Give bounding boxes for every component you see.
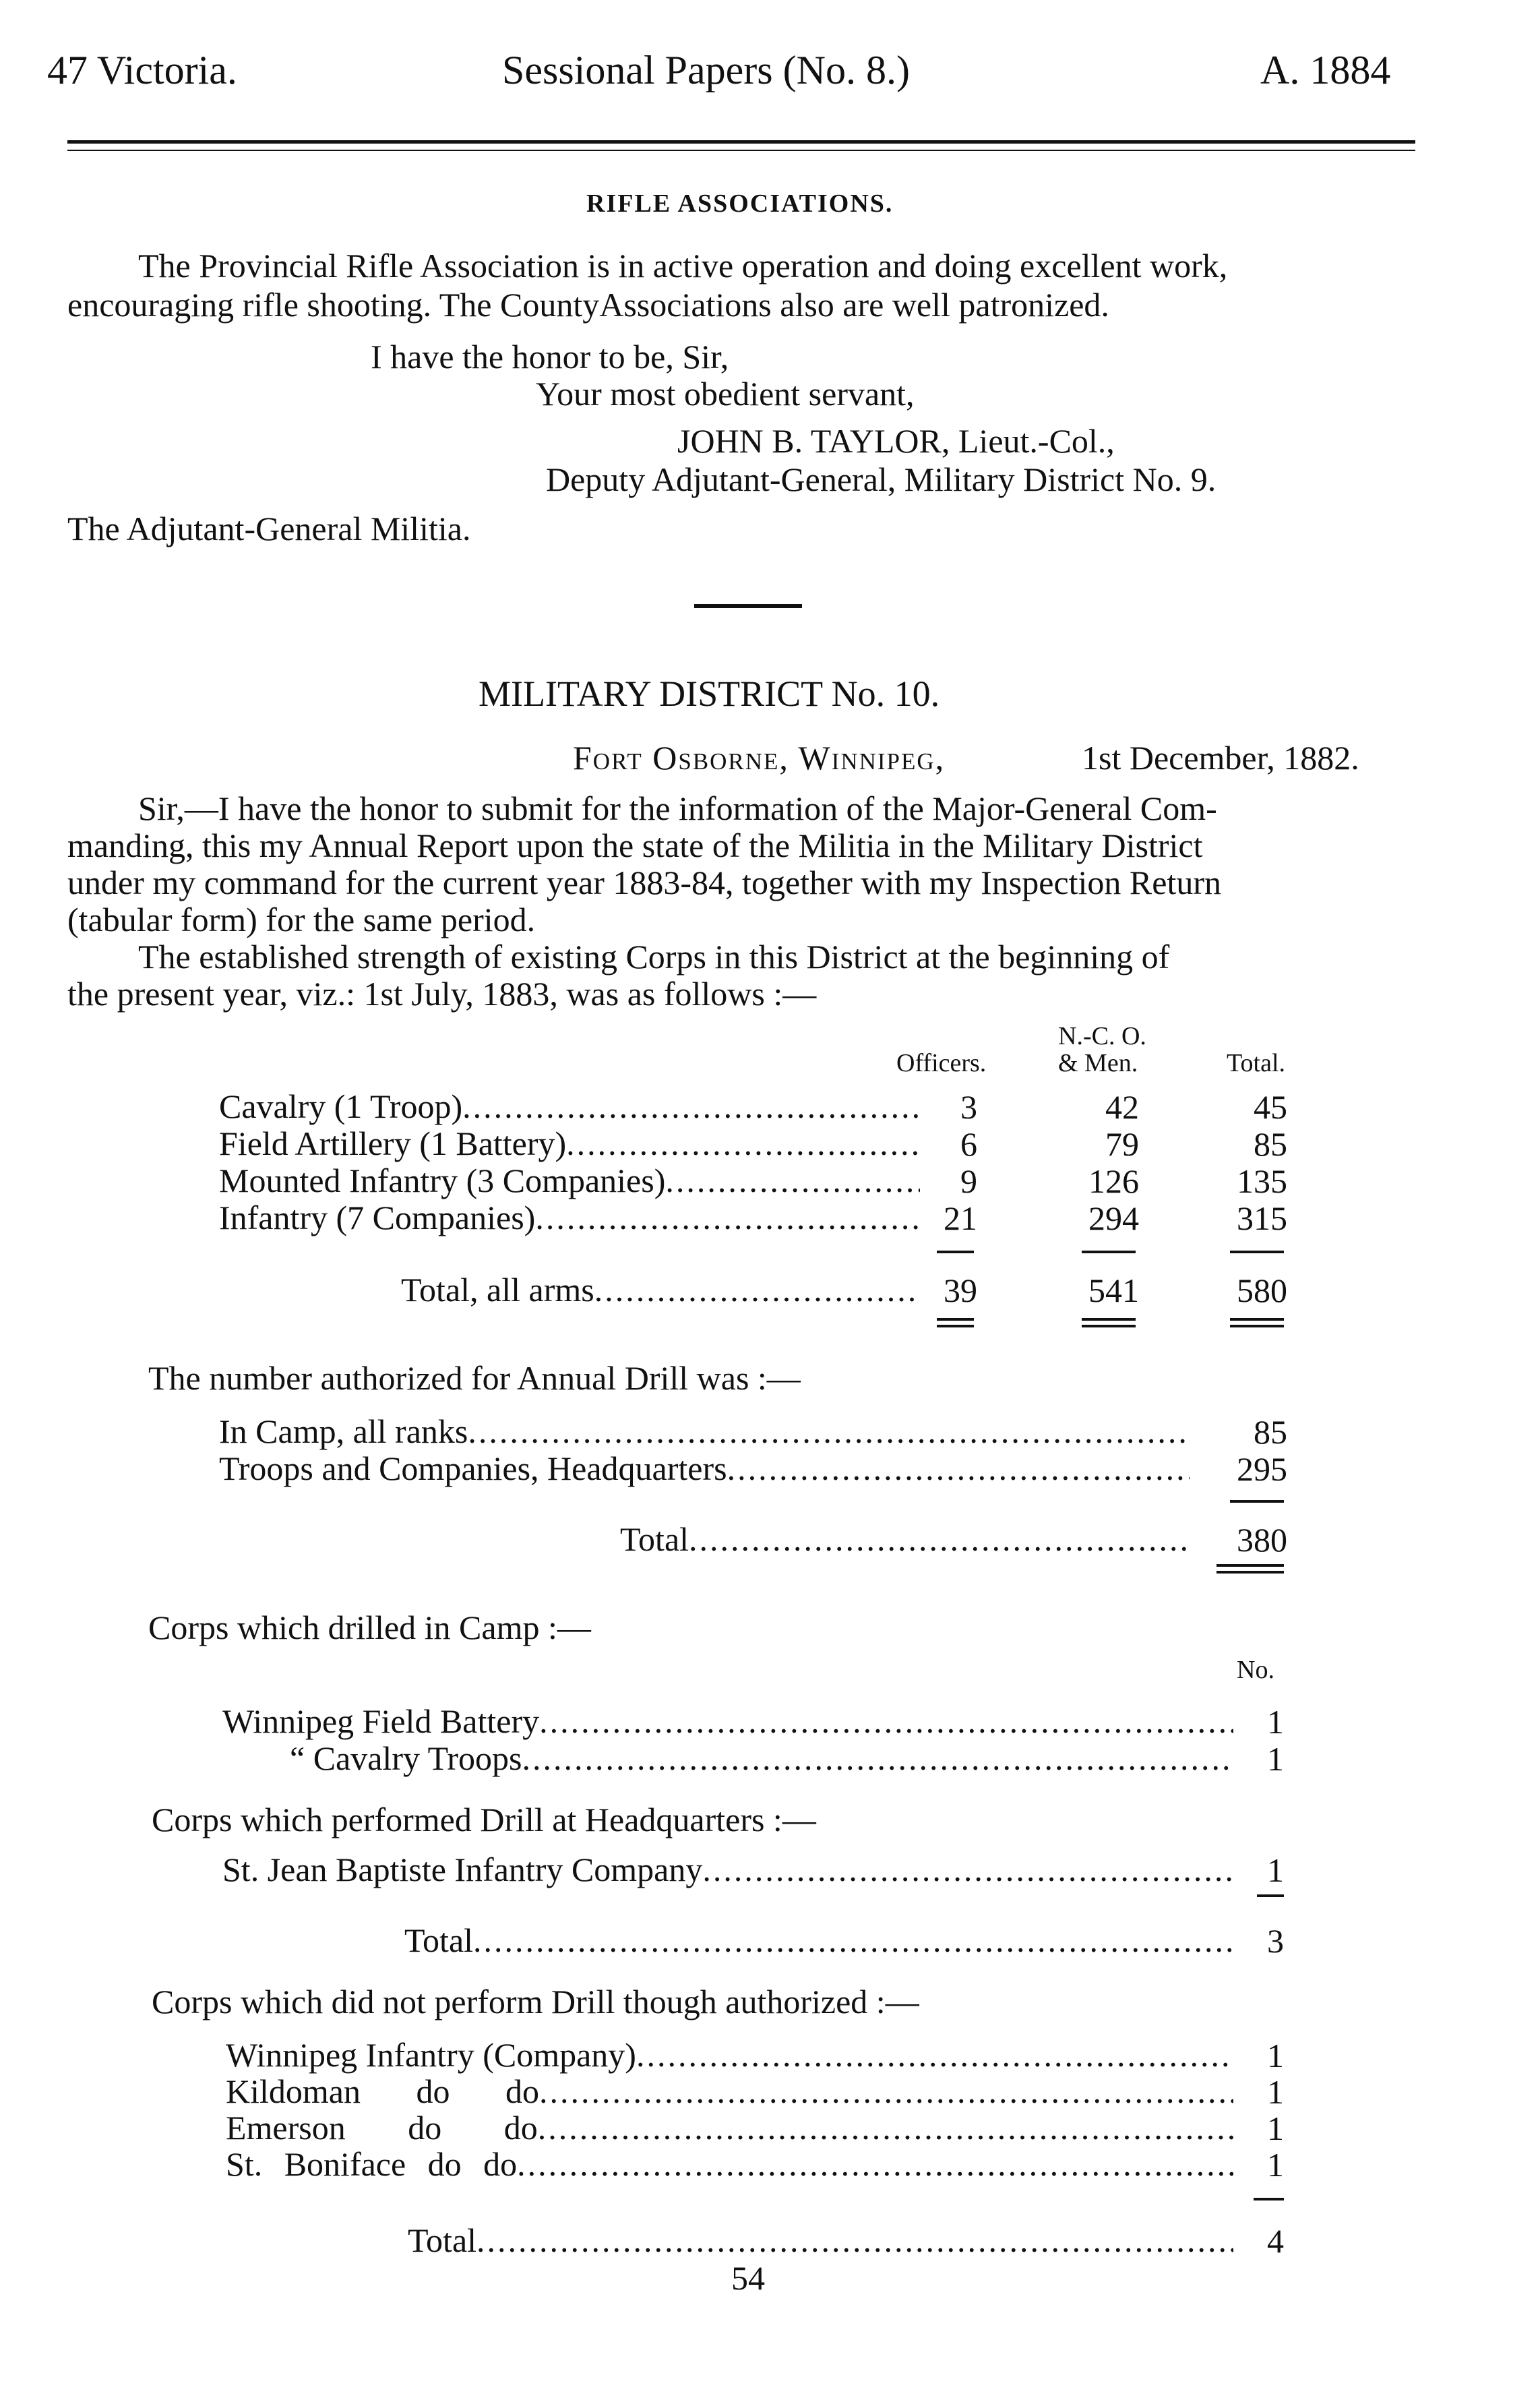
sum-rule [1230, 1251, 1284, 1253]
men-total: 541 [1088, 1271, 1139, 1309]
total-value: 85 [1254, 1125, 1287, 1163]
drill-value: 295 [1237, 1450, 1287, 1488]
header-rule-thick [67, 140, 1415, 144]
district-title: MILITARY DISTRICT No. 10. [479, 673, 940, 714]
np-value: 1 [1267, 2037, 1284, 2074]
strength-row-label [219, 1087, 920, 1125]
total-value: 45 [1254, 1088, 1287, 1126]
dot-leader [522, 1739, 1233, 1777]
row-label-text: “ Cavalry Troops [290, 1739, 522, 1777]
row-label-text: Mounted Infantry (3 Companies) [219, 1162, 666, 1199]
not-performed-intro: Corps which did not perform Drill though authorized :— [152, 1983, 919, 2020]
officers-value: 9 [960, 1162, 977, 1200]
header-right: A. 1884 [1260, 48, 1391, 92]
col-no-header: No. [1237, 1656, 1274, 1684]
dot-leader [566, 1125, 920, 1162]
men-value: 126 [1088, 1162, 1139, 1200]
dot-leader [535, 1199, 920, 1236]
dot-leader [636, 2036, 1233, 2074]
col-nco-header-line2: & Men. [1058, 1049, 1138, 1077]
hq-row-label [222, 1851, 1233, 1888]
dot-leader [539, 2072, 1233, 2110]
rifle-para-line1: The Provincial Rifle Association is in active operation and doing excellent work, [138, 247, 1228, 284]
double-rule [1216, 1564, 1284, 1574]
dateline-place: Fort Osborne, Winnipeg, [573, 739, 946, 777]
headquarters-intro: Corps which performed Drill at Headquarters :— [152, 1801, 816, 1838]
strength-row-label [219, 1125, 920, 1162]
dot-leader [538, 2109, 1233, 2147]
drill-row-label [219, 1449, 1190, 1487]
camp-intro: Corps which drilled in Camp :— [148, 1609, 591, 1646]
row-label-text: Winnipeg Field Battery [222, 1702, 540, 1740]
rifle-heading: RIFLE ASSOCIATIONS. [586, 189, 894, 218]
dot-leader [473, 1921, 1233, 1959]
hq-total-label [404, 1921, 1233, 1959]
row-label-text: In Camp, all ranks [219, 1412, 468, 1450]
report-para2-line2: the present year, viz.: 1st July, 1883, was as follows :— [67, 975, 817, 1013]
total-value: 135 [1237, 1162, 1287, 1200]
sum-rule [1082, 1251, 1136, 1253]
rifle-para-line2: encouraging rifle shooting. The CountyAssociations also are well patronized. [67, 286, 1109, 324]
np-row-label [226, 2145, 1233, 2183]
men-value: 294 [1088, 1199, 1139, 1237]
dot-leader [702, 1851, 1233, 1888]
np-value: 1 [1267, 2073, 1284, 2111]
hq-total: 3 [1267, 1922, 1284, 1960]
page-number: 54 [731, 2259, 765, 2297]
signer-name: JOHN B. TAYLOR, Lieut.-Col., [677, 422, 1115, 460]
drill-value: 85 [1254, 1413, 1287, 1451]
section-divider [694, 604, 802, 608]
dot-leader [727, 1449, 1190, 1487]
closing-line2: Your most obedient servant, [536, 375, 915, 413]
header-left: 47 Victoria. [47, 48, 237, 92]
drill-total: 380 [1237, 1521, 1287, 1559]
officers-value: 3 [960, 1088, 977, 1126]
total-label-text: Total, all arms [401, 1271, 594, 1309]
dot-leader [539, 1702, 1233, 1740]
header-center: Sessional Papers (No. 8.) [502, 48, 910, 92]
addressee: The Adjutant-General Militia. [67, 510, 471, 547]
dot-leader [594, 1271, 920, 1309]
dot-leader [665, 1162, 920, 1199]
double-rule [1082, 1318, 1136, 1327]
row-label-text: St. Boniface do do [226, 2145, 518, 2183]
col-total-header: Total. [1227, 1049, 1286, 1077]
sum-rule [1257, 1894, 1284, 1897]
total-value: 315 [1237, 1199, 1287, 1237]
dot-leader [689, 1520, 1190, 1558]
annual-drill-intro: The number authorized for Annual Drill was :— [148, 1359, 801, 1397]
np-row-label [226, 2109, 1233, 2147]
report-para1-line1: Sir,—I have the honor to submit for the information of the Major-General Com- [138, 789, 1217, 827]
closing-line1: I have the honor to be, Sir, [371, 338, 729, 376]
report-para2-line1: The established strength of existing Corps in this District at the beginning of [138, 938, 1170, 976]
officers-total: 39 [944, 1271, 977, 1309]
grand-total: 580 [1237, 1271, 1287, 1309]
dot-leader [517, 2145, 1233, 2183]
report-para1-line2: manding, this my Annual Report upon the state of the Militia in the Military District [67, 827, 1203, 864]
hq-value: 1 [1267, 1851, 1284, 1889]
np-row-label [226, 2036, 1233, 2074]
officers-value: 21 [944, 1199, 977, 1237]
np-row-label [226, 2072, 1233, 2110]
row-label-text: Infantry (7 Companies) [219, 1199, 536, 1236]
np-total-label [408, 2221, 1233, 2259]
row-label-text: Field Artillery (1 Battery) [219, 1125, 567, 1162]
double-rule [1230, 1318, 1284, 1327]
np-value: 1 [1267, 2146, 1284, 2184]
men-value: 79 [1105, 1125, 1139, 1163]
sum-rule [937, 1251, 974, 1253]
signer-title: Deputy Adjutant-General, Military District No. 9. [546, 460, 1216, 498]
drill-total-label [620, 1520, 1190, 1558]
dot-leader [468, 1412, 1190, 1450]
officers-value: 6 [960, 1125, 977, 1163]
row-label-text: Troops and Companies, Headquarters [219, 1449, 727, 1487]
row-label-text: St. Jean Baptiste Infantry Company [222, 1851, 703, 1888]
header-rule-thin [67, 150, 1415, 151]
row-label-text: Cavalry (1 Troop) [219, 1087, 463, 1125]
men-value: 42 [1105, 1088, 1139, 1126]
report-para1-line4: (tabular form) for the same period. [67, 901, 536, 938]
dot-leader [462, 1087, 920, 1125]
dot-leader [476, 2221, 1233, 2259]
strength-row-label [219, 1162, 920, 1199]
col-nco-header-line1: N.-C. O. [1058, 1022, 1146, 1050]
total-label-text: Total [404, 1921, 474, 1959]
double-rule [937, 1318, 974, 1327]
camp-value: 1 [1267, 1740, 1284, 1778]
camp-row-label [290, 1739, 1233, 1777]
sum-rule [1254, 2198, 1284, 2200]
sum-rule [1230, 1500, 1284, 1503]
camp-row-label [222, 1702, 1233, 1740]
report-para1-line3: under my command for the current year 1883-84, together with my Inspection Return [67, 864, 1222, 901]
row-label-text: Emerson do do [226, 2109, 538, 2147]
drill-row-label [219, 1412, 1190, 1450]
row-label-text: Winnipeg Infantry (Company) [226, 2036, 636, 2074]
strength-total-label [401, 1271, 920, 1309]
np-value: 1 [1267, 2109, 1284, 2147]
total-label-text: Total [620, 1520, 689, 1558]
camp-value: 1 [1267, 1703, 1284, 1741]
np-total: 4 [1267, 2222, 1284, 2260]
dateline-date: 1st December, 1882. [1082, 739, 1359, 777]
col-officers-header: Officers. [896, 1049, 987, 1077]
strength-row-label [219, 1199, 920, 1236]
total-label-text: Total [408, 2221, 477, 2259]
row-label-text: Kildoman do do [226, 2072, 539, 2110]
